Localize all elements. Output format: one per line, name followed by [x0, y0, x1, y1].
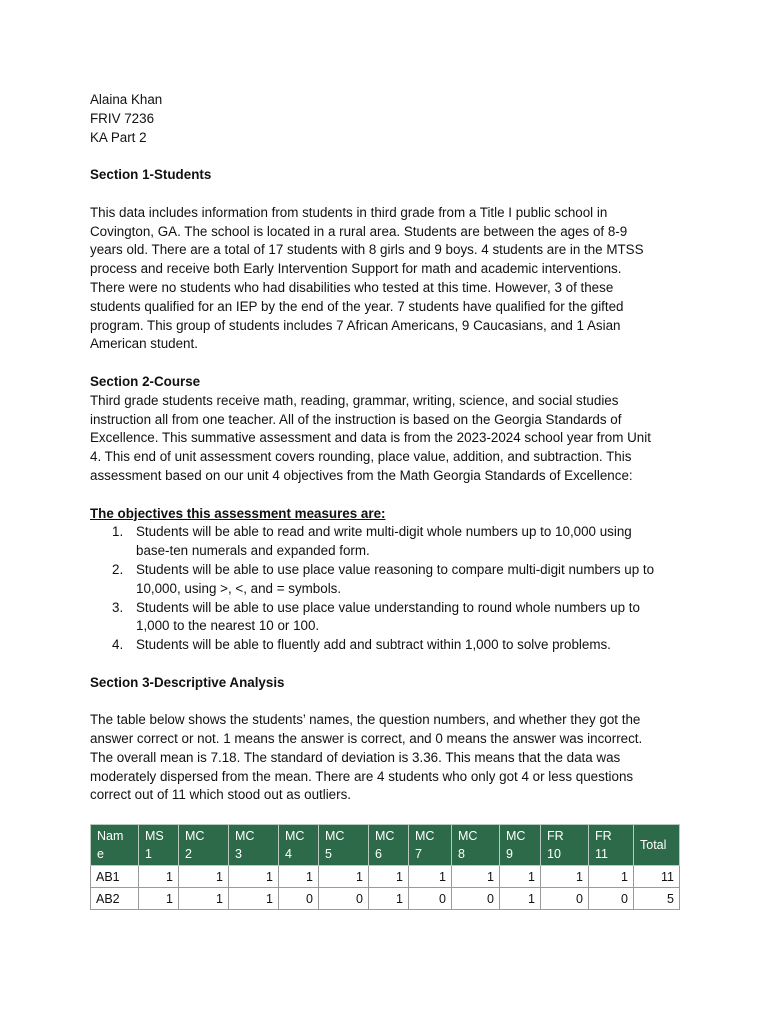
objective-text: 1,000 to the nearest 10 or 100.	[136, 618, 320, 634]
paragraph-line: students qualified for an IEP by the end of the year. 7 students have qualified for the gifted	[90, 298, 624, 314]
objective-item	[90, 561, 680, 599]
table-row	[91, 866, 680, 888]
score-cell: 1	[179, 866, 229, 888]
objective-text: 10,000, using >, <, and = symbols.	[136, 580, 342, 596]
score-cell: 1	[179, 888, 229, 910]
score-cell: 1	[409, 866, 452, 888]
paragraph-line: The overall mean is 7.18. The standard of deviation is 3.36. This means that the data was	[90, 749, 621, 765]
course-code: FRIV 7236	[90, 110, 155, 126]
section1-paragraph	[90, 204, 680, 354]
score-cell: 0	[452, 888, 500, 910]
paragraph-line: program. This group of students includes 7 African Americans, 9 Caucasians, and 1 Asian	[90, 317, 621, 333]
objective-text: Students will be able to use place value reasoning to compare multi-digit numbers up to	[136, 561, 655, 577]
objective-number: 1.	[112, 524, 124, 540]
score-cell: 1	[500, 888, 541, 910]
score-cell: 0	[541, 888, 589, 910]
paragraph-line: years old. There are a total of 17 students with 8 girls and 9 boys. 4 students are in the MTSS	[90, 242, 644, 258]
column-header-ms1: MS 1	[139, 825, 179, 866]
table-header-row	[91, 825, 680, 866]
paragraph-line: Covington, GA. The school is located in a rural area. Students are between the ages of 8-9	[90, 223, 628, 239]
score-cell: 1	[229, 866, 279, 888]
column-header-name: Nam e	[91, 825, 139, 866]
paragraph-line: instruction all from one teacher. All of the instruction is based on the Georgia Standards of	[90, 411, 622, 427]
score-cell: 1	[500, 866, 541, 888]
section1-heading: Section 1-Students	[90, 167, 212, 183]
score-cell: 1	[541, 866, 589, 888]
column-header-mc2: MC 2	[179, 825, 229, 866]
score-cell: 0	[409, 888, 452, 910]
score-cell: 1	[229, 888, 279, 910]
column-header-fr11: FR 11	[589, 825, 634, 866]
score-cell: 0	[319, 888, 369, 910]
objective-text: Students will be able to use place value understanding to round whole numbers up to	[136, 599, 640, 615]
objective-number: 2.	[112, 561, 124, 577]
score-cell: 1	[319, 866, 369, 888]
score-cell: 1	[589, 866, 634, 888]
paragraph-line: There were no students who had disabilities who tested at this time. However, 3 of these	[90, 279, 614, 295]
paragraph-line: Excellence. This summative assessment and data is from the 2023-2024 school year from Unit	[90, 430, 651, 446]
objective-text: Students will be able to fluently add and subtract within 1,000 to solve problems.	[136, 637, 611, 653]
column-header-mc9: MC 9	[500, 825, 541, 866]
score-cell: 1	[279, 866, 319, 888]
paragraph-line: answer correct or not. 1 means the answer is correct, and 0 means the answer was incorrect.	[90, 731, 643, 747]
score-cell: 0	[279, 888, 319, 910]
score-cell: 1	[139, 866, 179, 888]
score-cell: 1	[369, 866, 409, 888]
total-cell: 5	[634, 888, 680, 910]
score-cell: 0	[589, 888, 634, 910]
objective-item	[90, 599, 680, 637]
score-table	[90, 824, 680, 910]
column-header-mc4: MC 4	[279, 825, 319, 866]
column-header-fr10: FR 10	[541, 825, 589, 866]
paragraph-line: assessment based on our unit 4 objectives from the Math Georgia Standards of Excellence:	[90, 467, 633, 483]
paragraph-line: American student.	[90, 336, 198, 352]
paragraph-line: 4. This end of unit assessment covers rounding, place value, addition, and subtraction. This	[90, 449, 632, 465]
objective-number: 3.	[112, 599, 124, 615]
paragraph-line: The table below shows the students’ names, the question numbers, and whether they got the	[90, 712, 641, 728]
paragraph-line: correct out of 11 which stood out as outliers.	[90, 787, 352, 803]
student-name-cell: AB1	[91, 866, 139, 888]
section2-paragraph	[90, 392, 680, 486]
objectives-heading: The objectives this assessment measures are:	[90, 505, 386, 521]
total-cell: 11	[634, 866, 680, 888]
objectives-list	[90, 523, 680, 655]
objective-item	[90, 523, 680, 561]
column-header-mc3: MC 3	[229, 825, 279, 866]
objective-number: 4.	[112, 637, 124, 653]
document-body	[90, 91, 680, 805]
paragraph-line: moderately dispersed from the mean. There are 4 students who only got 4 or less questions	[90, 768, 634, 784]
column-header-mc5: MC 5	[319, 825, 369, 866]
section3-heading: Section 3-Descriptive Analysis	[90, 674, 285, 690]
score-cell: 1	[139, 888, 179, 910]
column-header-total: Total	[634, 825, 680, 866]
objective-item	[90, 636, 680, 655]
table-row	[91, 888, 680, 910]
assignment-title: KA Part 2	[90, 129, 147, 145]
section2-heading: Section 2-Course	[90, 373, 201, 389]
score-cell: 1	[452, 866, 500, 888]
student-name-cell: AB2	[91, 888, 139, 910]
objective-text: Students will be able to read and write multi-digit whole numbers up to 10,000 using	[136, 524, 632, 540]
author-name: Alaina Khan	[90, 92, 163, 107]
paragraph-line: This data includes information from students in third grade from a Title I public school in	[90, 204, 608, 220]
column-header-mc6: MC 6	[369, 825, 409, 866]
paragraph-line: process and receive both Early Intervention Support for math and academic interventions.	[90, 261, 622, 277]
column-header-mc8: MC 8	[452, 825, 500, 866]
objective-text: base-ten numerals and expanded form.	[136, 543, 370, 559]
column-header-mc7: MC 7	[409, 825, 452, 866]
score-cell: 1	[369, 888, 409, 910]
section3-paragraph	[90, 711, 680, 805]
paragraph-line: Third grade students receive math, reading, grammar, writing, science, and social studies	[90, 392, 619, 408]
